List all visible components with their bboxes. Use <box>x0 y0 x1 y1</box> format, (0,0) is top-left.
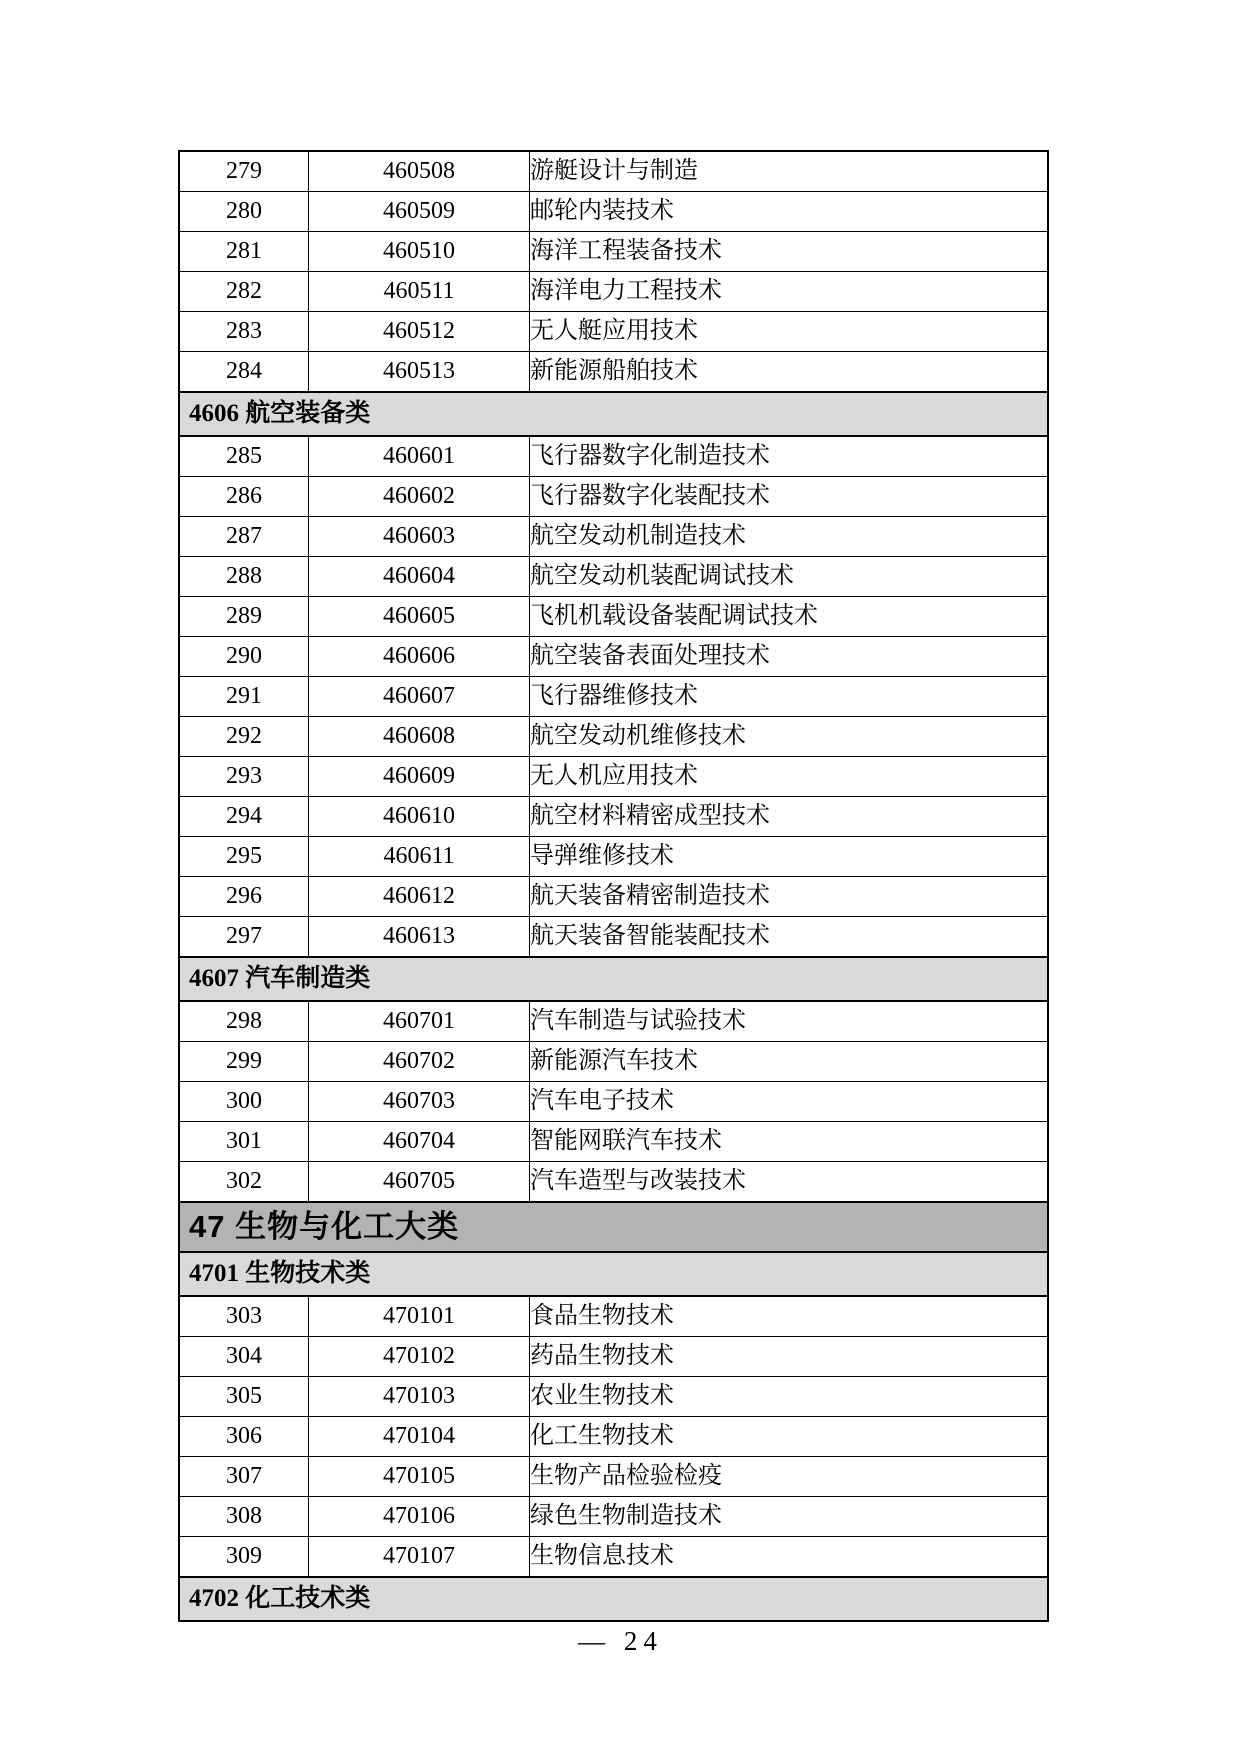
row-code: 460613 <box>309 917 530 958</box>
table-row <box>179 837 1048 877</box>
row-name: 农业生物技术 <box>530 1377 1049 1417</box>
section-header-major <box>179 1202 1048 1252</box>
row-name: 新能源汽车技术 <box>530 1042 1049 1082</box>
row-code: 470101 <box>309 1296 530 1337</box>
row-name: 航空发动机制造技术 <box>530 517 1049 557</box>
row-seq: 282 <box>179 272 309 312</box>
page-number: — 24 <box>578 1626 663 1656</box>
row-seq: 298 <box>179 1001 309 1042</box>
row-seq: 307 <box>179 1457 309 1497</box>
section-header-label: 4702 化工技术类 <box>179 1577 1048 1621</box>
row-code: 460605 <box>309 597 530 637</box>
row-code: 460602 <box>309 477 530 517</box>
row-code: 460611 <box>309 837 530 877</box>
row-name: 海洋工程装备技术 <box>530 232 1049 272</box>
row-code: 460705 <box>309 1162 530 1203</box>
row-name: 邮轮内装技术 <box>530 192 1049 232</box>
table-row <box>179 232 1048 272</box>
major-code-table-wrap <box>178 150 1049 1622</box>
table-row <box>179 1296 1048 1337</box>
table-row <box>179 517 1048 557</box>
row-seq: 284 <box>179 352 309 393</box>
row-name: 飞行器数字化装配技术 <box>530 477 1049 517</box>
table-row <box>179 1337 1048 1377</box>
table-row <box>179 1457 1048 1497</box>
table-row <box>179 597 1048 637</box>
row-seq: 296 <box>179 877 309 917</box>
section-header-sub <box>179 392 1048 436</box>
table-body <box>179 151 1048 1621</box>
row-seq: 306 <box>179 1417 309 1457</box>
row-name: 航空装备表面处理技术 <box>530 637 1049 677</box>
row-name: 海洋电力工程技术 <box>530 272 1049 312</box>
section-header-label: 4607 汽车制造类 <box>179 957 1048 1001</box>
row-code: 460509 <box>309 192 530 232</box>
row-name: 新能源船舶技术 <box>530 352 1049 393</box>
row-name: 汽车制造与试验技术 <box>530 1001 1049 1042</box>
row-name: 无人机应用技术 <box>530 757 1049 797</box>
table-row <box>179 352 1048 393</box>
row-name: 导弹维修技术 <box>530 837 1049 877</box>
major-code-table <box>178 150 1049 1622</box>
row-name: 飞机机载设备装配调试技术 <box>530 597 1049 637</box>
table-row <box>179 151 1048 192</box>
table-row <box>179 436 1048 477</box>
row-seq: 292 <box>179 717 309 757</box>
row-code: 470105 <box>309 1457 530 1497</box>
table-row <box>179 1417 1048 1457</box>
row-seq: 305 <box>179 1377 309 1417</box>
row-code: 460508 <box>309 151 530 192</box>
row-seq: 287 <box>179 517 309 557</box>
row-seq: 309 <box>179 1537 309 1578</box>
row-name: 无人艇应用技术 <box>530 312 1049 352</box>
table-row <box>179 477 1048 517</box>
row-code: 460511 <box>309 272 530 312</box>
row-seq: 297 <box>179 917 309 958</box>
row-code: 470102 <box>309 1337 530 1377</box>
table-row <box>179 637 1048 677</box>
row-code: 460702 <box>309 1042 530 1082</box>
row-seq: 308 <box>179 1497 309 1537</box>
row-name: 航空发动机装配调试技术 <box>530 557 1049 597</box>
row-name: 汽车造型与改装技术 <box>530 1162 1049 1203</box>
section-header-sub <box>179 957 1048 1001</box>
table-row <box>179 272 1048 312</box>
table-row <box>179 1042 1048 1082</box>
row-name: 航天装备精密制造技术 <box>530 877 1049 917</box>
table-row <box>179 797 1048 837</box>
row-code: 460513 <box>309 352 530 393</box>
row-name: 航空发动机维修技术 <box>530 717 1049 757</box>
row-code: 470103 <box>309 1377 530 1417</box>
row-code: 470107 <box>309 1537 530 1578</box>
row-code: 460608 <box>309 717 530 757</box>
row-code: 460603 <box>309 517 530 557</box>
row-seq: 286 <box>179 477 309 517</box>
row-code: 460604 <box>309 557 530 597</box>
row-seq: 295 <box>179 837 309 877</box>
row-seq: 302 <box>179 1162 309 1203</box>
row-code: 460612 <box>309 877 530 917</box>
section-header-label: 4701 生物技术类 <box>179 1252 1048 1296</box>
table-row <box>179 1001 1048 1042</box>
table-row <box>179 557 1048 597</box>
row-code: 460512 <box>309 312 530 352</box>
section-header-sub <box>179 1252 1048 1296</box>
row-code: 460701 <box>309 1001 530 1042</box>
row-code: 460609 <box>309 757 530 797</box>
row-seq: 283 <box>179 312 309 352</box>
row-seq: 280 <box>179 192 309 232</box>
row-seq: 285 <box>179 436 309 477</box>
section-header-label: 47 生物与化工大类 <box>179 1202 1048 1252</box>
row-name: 生物信息技术 <box>530 1537 1049 1578</box>
row-name: 化工生物技术 <box>530 1417 1049 1457</box>
row-seq: 289 <box>179 597 309 637</box>
row-code: 460610 <box>309 797 530 837</box>
row-seq: 288 <box>179 557 309 597</box>
table-row <box>179 917 1048 958</box>
row-name: 食品生物技术 <box>530 1296 1049 1337</box>
row-name: 航天装备智能装配技术 <box>530 917 1049 958</box>
row-name: 汽车电子技术 <box>530 1082 1049 1122</box>
row-seq: 301 <box>179 1122 309 1162</box>
row-name: 飞行器维修技术 <box>530 677 1049 717</box>
table-row <box>179 1377 1048 1417</box>
row-seq: 304 <box>179 1337 309 1377</box>
row-name: 绿色生物制造技术 <box>530 1497 1049 1537</box>
row-seq: 300 <box>179 1082 309 1122</box>
row-seq: 293 <box>179 757 309 797</box>
row-name: 药品生物技术 <box>530 1337 1049 1377</box>
table-row <box>179 1497 1048 1537</box>
row-seq: 281 <box>179 232 309 272</box>
row-code: 460703 <box>309 1082 530 1122</box>
row-seq: 299 <box>179 1042 309 1082</box>
row-code: 460607 <box>309 677 530 717</box>
table-row <box>179 1122 1048 1162</box>
table-row <box>179 1537 1048 1578</box>
row-seq: 290 <box>179 637 309 677</box>
row-code: 460704 <box>309 1122 530 1162</box>
table-row <box>179 1162 1048 1203</box>
section-header-label: 4606 航空装备类 <box>179 392 1048 436</box>
row-code: 460601 <box>309 436 530 477</box>
table-row <box>179 717 1048 757</box>
table-row <box>179 677 1048 717</box>
table-row <box>179 1082 1048 1122</box>
row-name: 智能网联汽车技术 <box>530 1122 1049 1162</box>
table-row <box>179 312 1048 352</box>
table-row <box>179 192 1048 232</box>
row-name: 飞行器数字化制造技术 <box>530 436 1049 477</box>
section-header-sub <box>179 1577 1048 1621</box>
row-code: 460606 <box>309 637 530 677</box>
row-code: 470106 <box>309 1497 530 1537</box>
row-name: 游艇设计与制造 <box>530 151 1049 192</box>
table-row <box>179 877 1048 917</box>
row-seq: 291 <box>179 677 309 717</box>
table-row <box>179 757 1048 797</box>
row-code: 470104 <box>309 1417 530 1457</box>
row-name: 生物产品检验检疫 <box>530 1457 1049 1497</box>
row-seq: 294 <box>179 797 309 837</box>
row-code: 460510 <box>309 232 530 272</box>
row-seq: 279 <box>179 151 309 192</box>
row-name: 航空材料精密成型技术 <box>530 797 1049 837</box>
row-seq: 303 <box>179 1296 309 1337</box>
